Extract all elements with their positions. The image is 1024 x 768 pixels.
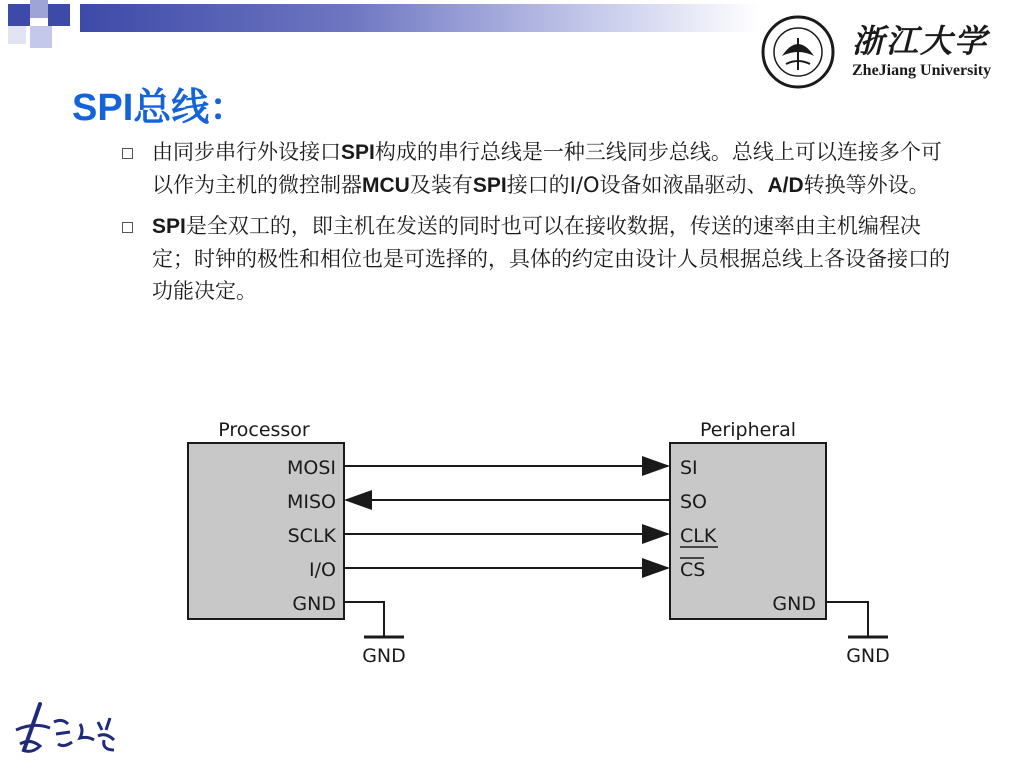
processor-pin-sclk: SCLK [287,525,336,547]
bullet-text: 接口的I/O设备如液晶驱动、 [506,173,768,197]
calligraphy-signature-logo [10,700,120,760]
decor-square [8,26,26,44]
peripheral-title: Peripheral [699,419,797,441]
bullet-list [120,136,960,315]
header-gradient-bar [80,4,760,32]
bullet-item [120,136,960,202]
processor-ground-wire [344,602,384,636]
university-name-english: ZheJiang University [852,62,992,79]
peripheral-pin-so: SO [680,491,708,513]
hollow-square-bullet-icon [122,222,133,233]
university-name-chinese: 浙江大学 [852,22,989,60]
processor-ground-label: GND [362,645,406,667]
hollow-square-bullet-icon [122,148,133,159]
processor-pin-miso: MISO [286,491,336,513]
spi-connection-diagram [180,410,900,670]
bullet-text-bold: A/D [767,174,804,197]
bullet-text: 由同步串行外设接口 [152,140,341,164]
bullet-text: 转换等外设。 [803,173,930,197]
university-seal-icon [763,17,833,87]
bullet-text-bold: MCU [362,174,410,197]
bullet-item [120,210,960,307]
decor-square [30,26,52,48]
peripheral-pin-gnd: GND [772,593,816,615]
bullet-text: 构成的串行总线是一种三线同步总线。总线上可以连接多个可以作为主机的微控制器 [152,140,942,197]
slide-title: SPI总线： [72,87,248,129]
peripheral-ground-label: GND [846,645,890,667]
decor-square [30,0,48,18]
processor-pin-io: I/O [309,559,336,581]
bullet-text-bold: SPI [341,141,375,164]
decor-square [48,4,70,26]
processor-pin-mosi: MOSI [286,457,336,479]
peripheral-pin-si: SI [680,457,698,479]
bullet-text: 是全双工的，即主机在发送的同时也可以在接收数据，传送的速率由主机编程决定；时钟的极性和相位也是可选择的，具体的约定由设计人员根据总线上各设备接口的功能决定。 [152,214,950,303]
bullet-text: 及装有 [409,173,473,197]
processor-pin-gnd: GND [292,593,336,615]
peripheral-ground-wire [826,602,868,636]
processor-title: Processor [218,419,310,441]
bullet-text-bold: SPI [152,215,186,238]
bullet-text-bold: SPI [472,174,507,197]
peripheral-pin-cs: CS [680,559,706,581]
peripheral-pin-clk: CLK [680,525,717,547]
decor-square [8,4,30,26]
